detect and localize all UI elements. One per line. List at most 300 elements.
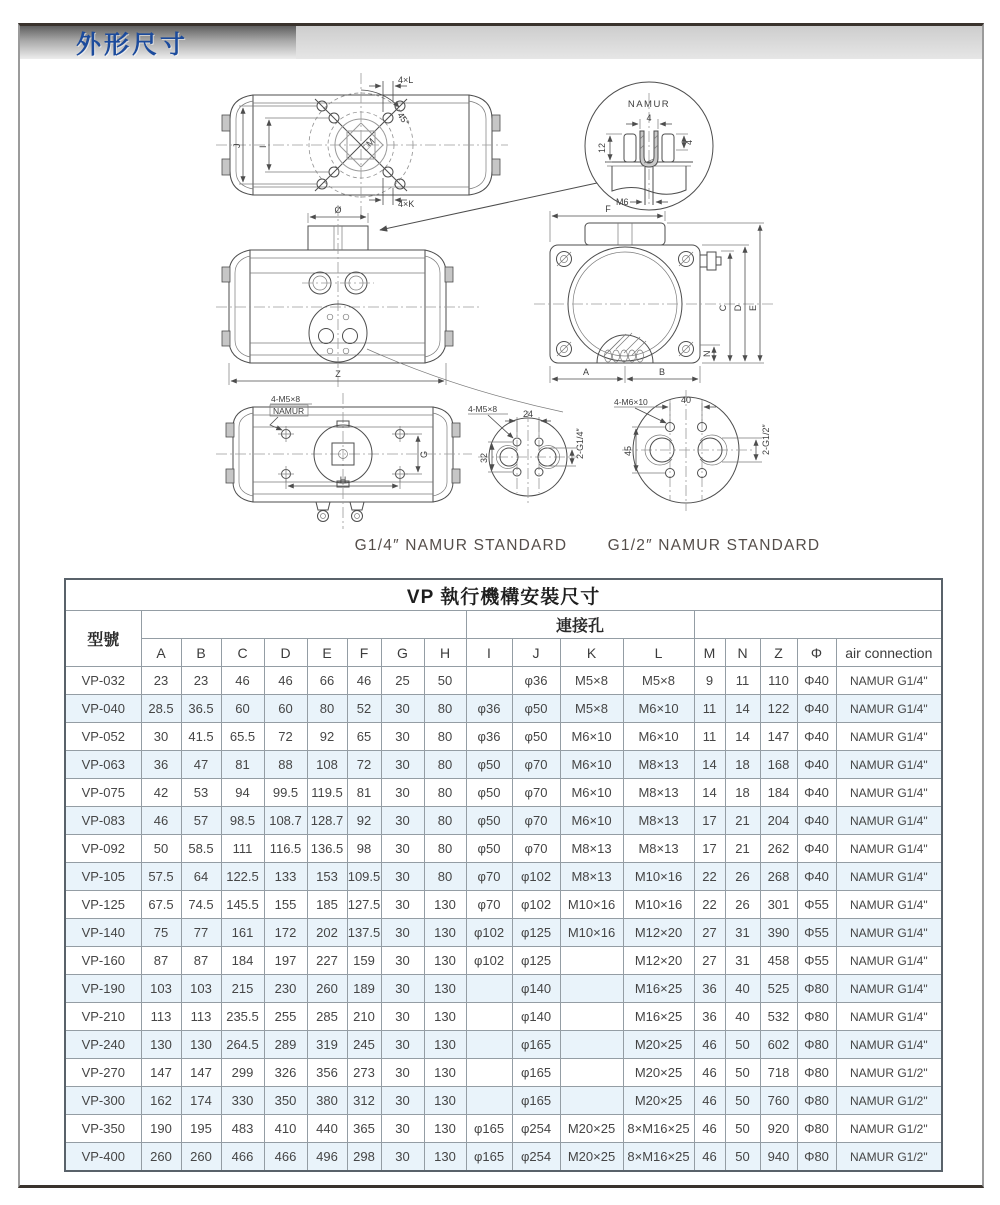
dim-cell: 159 [347,947,381,975]
dim-cell: 130 [424,1143,466,1172]
dim-cell: 197 [264,947,307,975]
dim-cell: 9 [694,667,725,695]
dim-cell: 108 [307,751,347,779]
dim-label-H: H [339,475,347,485]
flange-g12-bolt-label: 4-M6×10 [614,397,648,407]
dim-cell: Φ40 [797,863,836,891]
dim-cell: 50 [725,1115,760,1143]
dim-label-N: N [702,350,712,357]
dim-cell: 11 [694,695,725,723]
dim-cell: Φ80 [797,975,836,1003]
dim-cell: 58.5 [181,835,221,863]
model-column-header: 型號 [65,611,141,667]
dim-cell: 30 [381,1143,424,1172]
dim-cell: 760 [760,1087,797,1115]
dim-label-F: F [605,204,611,214]
dim-cell: 87 [181,947,221,975]
namur-detail-view [380,82,713,230]
dim-cell: 80 [424,863,466,891]
dim-cell [560,947,623,975]
dim-cell: 31 [725,919,760,947]
dim-cell [466,975,512,1003]
dim-cell: 17 [694,807,725,835]
dim-cell: M5×8 [560,667,623,695]
dim-cell: 67.5 [141,891,181,919]
dim-cell: 27 [694,947,725,975]
dim-cell: 41.5 [181,723,221,751]
dim-cell: Φ40 [797,779,836,807]
dim-cell: M20×25 [623,1031,694,1059]
dim-cell: M12×20 [623,947,694,975]
column-header: N [725,639,760,667]
dim-cell: 128.7 [307,807,347,835]
dim-cell: 147 [141,1059,181,1087]
dim-cell: NAMUR G1/4" [836,947,942,975]
dim-cell: 30 [381,1087,424,1115]
dim-cell: 22 [694,863,725,891]
dim-cell: 380 [307,1087,347,1115]
dim-cell: NAMUR G1/2" [836,1087,942,1115]
dim-cell: 81 [221,751,264,779]
dim-cell: 92 [347,807,381,835]
dim-cell: 74.5 [181,891,221,919]
dim-cell: 147 [760,723,797,751]
bolt-spec-label: 4-M5×8 [271,394,301,404]
dim-cell: 147 [181,1059,221,1087]
dim-cell: 390 [760,919,797,947]
table-row [65,723,942,751]
dim-cell: 46 [221,667,264,695]
dim-cell [466,1059,512,1087]
table-title: VP 執行機構安裝尺寸 [65,579,942,611]
dim-cell: M10×16 [560,919,623,947]
dim-cell: 299 [221,1059,264,1087]
dim-cell: 301 [760,891,797,919]
dim-cell: 255 [264,1003,307,1031]
dim-cell: Φ40 [797,751,836,779]
dim-cell: 268 [760,863,797,891]
actuator-end-view [534,204,776,383]
dim-cell: 204 [760,807,797,835]
dim-cell: 92 [307,723,347,751]
dim-cell: NAMUR G1/4" [836,891,942,919]
dim-cell [560,975,623,1003]
dim-cell: 130 [424,1115,466,1143]
dim-cell: M8×13 [623,779,694,807]
dim-cell: 57.5 [141,863,181,891]
table-row [65,891,942,919]
column-header: Z [760,639,797,667]
dim-cell: 330 [221,1087,264,1115]
dim-cell: 718 [760,1059,797,1087]
column-header: air connection [836,639,942,667]
dim-cell: Φ55 [797,891,836,919]
dim-cell: NAMUR G1/4" [836,807,942,835]
table-row [65,835,942,863]
dim-cell: 153 [307,863,347,891]
dim-cell: M8×13 [623,835,694,863]
table-row [65,975,942,1003]
column-header: G [381,639,424,667]
dim-cell: NAMUR G1/4" [836,751,942,779]
dim-label-shaft-dia: Ø [334,205,342,215]
column-header: L [623,639,694,667]
dim-cell: 40 [725,975,760,1003]
namur-detail-title: NAMUR [627,99,671,110]
dim-cell: 602 [760,1031,797,1059]
dim-cell: φ50 [512,723,560,751]
dim-cell: 235.5 [221,1003,264,1031]
dim-cell: Φ80 [797,1087,836,1115]
dim-cell: 26 [725,891,760,919]
dim-cell: 14 [694,779,725,807]
column-header: B [181,639,221,667]
column-header: J [512,639,560,667]
dim-cell: 202 [307,919,347,947]
column-header: M [694,639,725,667]
dim-label-Z: Z [335,369,341,379]
dim-cell: M6×10 [560,779,623,807]
dim-cell: 130 [141,1031,181,1059]
dim-cell: 21 [725,835,760,863]
flange-g14-port-label: 2-G1/4″ [575,428,585,459]
dim-cell: 36 [694,975,725,1003]
model-cell: VP-063 [65,751,141,779]
dim-cell: 185 [307,891,347,919]
dim-cell: 18 [725,751,760,779]
dim-cell: Φ80 [797,1059,836,1087]
dim-cell: 410 [264,1115,307,1143]
dim-cell: 127.5 [347,891,381,919]
dim-cell: Φ40 [797,695,836,723]
dim-cell: M6×10 [560,723,623,751]
dim-cell: Φ55 [797,947,836,975]
dim-cell: 940 [760,1143,797,1172]
table-row [65,863,942,891]
dim-cell: 99.5 [264,779,307,807]
dim-label-M6: M6 [616,197,629,207]
dim-cell: Φ40 [797,723,836,751]
dim-cell: 30 [381,1115,424,1143]
dim-cell: 30 [381,779,424,807]
dim-cell: M8×13 [560,863,623,891]
dim-cell: Φ80 [797,1115,836,1143]
dim-cell: M20×25 [560,1115,623,1143]
model-cell: VP-210 [65,1003,141,1031]
dim-cell: 30 [381,723,424,751]
dim-cell: M10×16 [560,891,623,919]
dim-cell: 53 [181,779,221,807]
dim-cell: 532 [760,1003,797,1031]
dim-cell: 108.7 [264,807,307,835]
dim-cell: 260 [307,975,347,1003]
dim-cell: 46 [141,807,181,835]
dim-cell: 8×M16×25 [623,1115,694,1143]
table-row [65,1031,942,1059]
dim-cell: NAMUR G1/4" [836,835,942,863]
dim-cell: φ102 [512,891,560,919]
dim-cell: φ50 [512,695,560,723]
dim-cell: φ165 [512,1031,560,1059]
dim-cell: 298 [347,1143,381,1172]
dim-cell: 30 [381,1059,424,1087]
dim-cell [560,1031,623,1059]
model-cell: VP-083 [65,807,141,835]
dim-cell: 122 [760,695,797,723]
dim-cell: 155 [264,891,307,919]
dim-cell: 94 [221,779,264,807]
table-row [65,667,942,695]
dimension-table [64,578,943,1172]
dim-cell: 14 [725,695,760,723]
dim-cell: 289 [264,1031,307,1059]
dim-cell: φ254 [512,1115,560,1143]
dim-cell: φ102 [466,919,512,947]
dim-cell: 42 [141,779,181,807]
dim-cell: 30 [381,919,424,947]
dim-cell: 65 [347,723,381,751]
dim-cell: φ36 [466,723,512,751]
dim-cell: Φ80 [797,1003,836,1031]
model-cell: VP-092 [65,835,141,863]
caption-g14-namur-standard: G1/4″ NAMUR STANDARD [354,537,568,554]
dim-cell: 28.5 [141,695,181,723]
dim-cell: 52 [347,695,381,723]
table-row [65,695,942,723]
model-cell: VP-040 [65,695,141,723]
dim-cell: 130 [424,947,466,975]
dim-cell: 87 [141,947,181,975]
dim-cell [560,1059,623,1087]
actuator-bottom-view [216,393,472,529]
dim-cell: M6×10 [560,751,623,779]
dim-cell: 116.5 [264,835,307,863]
dim-cell: φ125 [512,947,560,975]
dim-cell: 57 [181,807,221,835]
dim-cell: 36.5 [181,695,221,723]
flange-g14-bolt-label: 4-M5×8 [468,404,498,414]
dim-cell: φ254 [512,1143,560,1172]
dim-label-4xK: 4×K [398,199,415,209]
dim-cell: 195 [181,1115,221,1143]
dim-cell: 30 [381,1003,424,1031]
dim-cell: 26 [725,863,760,891]
dim-cell: 103 [181,975,221,1003]
dim-cell: 245 [347,1031,381,1059]
column-header: Φ [797,639,836,667]
dim-cell: 285 [307,1003,347,1031]
dim-cell: φ102 [512,863,560,891]
actuator-front-view [216,205,563,412]
dim-cell: M20×25 [623,1059,694,1087]
dim-cell: φ70 [512,807,560,835]
dim-cell: NAMUR G1/4" [836,779,942,807]
dim-cell: NAMUR G1/4" [836,695,942,723]
dim-cell: φ165 [466,1115,512,1143]
dim-cell: M8×13 [623,807,694,835]
dim-cell: 72 [264,723,307,751]
table-row [65,779,942,807]
dim-label-4xL: 4×L [398,75,414,85]
dim-cell: 50 [725,1143,760,1172]
dim-cell: NAMUR G1/2" [836,1143,942,1172]
dim-label-D: D [733,304,743,312]
dim-label-G: G [419,450,429,458]
column-header: C [221,639,264,667]
model-cell: VP-240 [65,1031,141,1059]
dim-cell: 30 [381,695,424,723]
blank-group-cell [141,611,466,639]
dim-cell: M12×20 [623,919,694,947]
dim-cell: 50 [424,667,466,695]
dim-cell: 8×M16×25 [623,1143,694,1172]
model-cell: VP-140 [65,919,141,947]
column-header: D [264,639,307,667]
dim-cell: 46 [347,667,381,695]
dim-cell: φ70 [512,835,560,863]
model-cell: VP-300 [65,1087,141,1115]
dim-cell: 47 [181,751,221,779]
dim-cell: 130 [424,1003,466,1031]
dim-cell: 46 [264,667,307,695]
dim-cell: 64 [181,863,221,891]
dim-cell [466,1031,512,1059]
dim-cell: φ102 [466,947,512,975]
dim-cell: 88 [264,751,307,779]
dim-cell: M8×13 [623,751,694,779]
dim-cell: 130 [424,891,466,919]
dim-cell: 319 [307,1031,347,1059]
dim-cell: 60 [221,695,264,723]
dim-cell: 110 [760,667,797,695]
dim-cell: M20×25 [560,1143,623,1172]
dim-label-24: 24 [522,409,534,419]
dim-cell: 80 [424,695,466,723]
dim-cell: 103 [141,975,181,1003]
flange-g14-view [468,404,585,505]
flange-g12-port-label: 2-G1/2″ [761,424,771,455]
dim-cell: 17 [694,835,725,863]
dim-cell: 920 [760,1115,797,1143]
dim-cell: 11 [725,667,760,695]
dim-label-slot-depth: 4 [684,139,694,145]
dim-cell: φ125 [512,919,560,947]
dim-cell [560,1003,623,1031]
dim-label-45: 45 [623,445,633,456]
dim-cell: 466 [221,1143,264,1172]
dim-cell: 130 [424,919,466,947]
dim-cell: 40 [725,1003,760,1031]
dim-cell: 350 [264,1087,307,1115]
dim-cell: φ50 [466,835,512,863]
dim-cell: 80 [424,751,466,779]
dim-cell: 496 [307,1143,347,1172]
dim-cell: φ50 [466,779,512,807]
dim-cell: 262 [760,835,797,863]
dim-cell: 98 [347,835,381,863]
dim-cell: 184 [221,947,264,975]
dim-cell: φ50 [466,751,512,779]
dim-cell: 36 [141,751,181,779]
dim-cell: 172 [264,919,307,947]
column-header: K [560,639,623,667]
dim-cell [466,667,512,695]
model-cell: VP-125 [65,891,141,919]
dim-cell: 46 [694,1031,725,1059]
dim-cell: 137.5 [347,919,381,947]
dim-cell: 46 [694,1087,725,1115]
dim-cell: 30 [381,751,424,779]
dim-label-square-M: □M [360,136,377,153]
column-header: F [347,639,381,667]
dim-cell: NAMUR G1/4" [836,1003,942,1031]
dim-cell: M16×25 [623,975,694,1003]
dim-cell: Φ40 [797,807,836,835]
column-header-row [65,639,942,667]
dim-cell: NAMUR G1/4" [836,667,942,695]
dim-cell: 50 [725,1031,760,1059]
dim-cell: 65.5 [221,723,264,751]
dim-label-C: C [718,304,728,312]
dim-cell: 184 [760,779,797,807]
dim-cell: 80 [307,695,347,723]
dim-label-E: E [748,304,758,312]
dim-cell: 130 [424,1087,466,1115]
dim-cell: 23 [181,667,221,695]
dim-cell: NAMUR G1/4" [836,863,942,891]
dim-cell: 130 [424,1031,466,1059]
dim-cell: 30 [381,891,424,919]
dim-cell: 14 [694,751,725,779]
dim-cell: 81 [347,779,381,807]
dim-cell: φ140 [512,975,560,1003]
dim-label-I: I [258,145,268,148]
dim-cell: 145.5 [221,891,264,919]
dim-cell: NAMUR G1/4" [836,723,942,751]
dim-cell: 111 [221,835,264,863]
table-row [65,1003,942,1031]
dim-cell: 130 [424,975,466,1003]
actuator-top-view [216,73,508,218]
dim-label-32: 32 [479,452,489,463]
table-row [65,1143,942,1172]
dim-cell: 30 [141,723,181,751]
dim-label-40: 40 [680,395,692,405]
dim-cell: 365 [347,1115,381,1143]
dim-cell: 189 [347,975,381,1003]
model-cell: VP-105 [65,863,141,891]
dim-label-slot-width: 4 [646,113,652,123]
column-header: I [466,639,512,667]
dim-cell: Φ40 [797,835,836,863]
dim-cell: 46 [694,1143,725,1172]
table-row [65,919,942,947]
dim-cell: 46 [694,1059,725,1087]
table-row [65,1115,942,1143]
dim-cell: 458 [760,947,797,975]
column-header: H [424,639,466,667]
dim-cell: φ36 [466,695,512,723]
model-cell: VP-052 [65,723,141,751]
dim-cell: M6×10 [623,723,694,751]
dim-cell: M5×8 [560,695,623,723]
dim-cell: NAMUR G1/4" [836,975,942,1003]
dim-cell: Φ80 [797,1031,836,1059]
dimension-drawings [20,55,982,570]
dim-label-45deg: 45° [395,110,412,128]
dim-cell: φ36 [512,667,560,695]
table-row [65,1059,942,1087]
